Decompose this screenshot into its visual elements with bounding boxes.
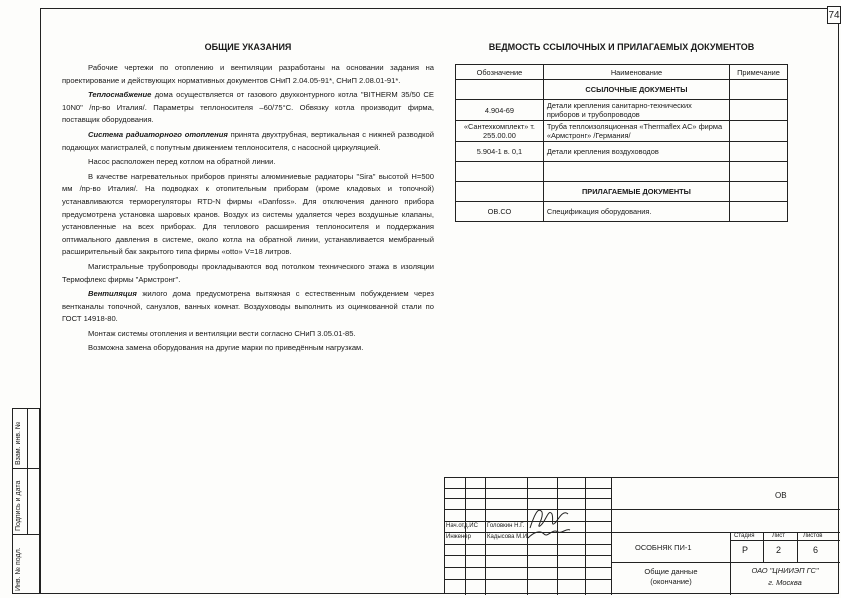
doc-note (730, 202, 788, 222)
section-attached-heading: ПРИЛАГАЕМЫЕ ДОКУМЕНТЫ (543, 182, 729, 202)
doc-note (730, 142, 788, 162)
note-paragraph: Насос расположен перед котлом на обратной линии. (88, 157, 276, 167)
doc-name: Спецификация оборудования. (543, 202, 729, 222)
note-paragraph: Система радиаторного отопления принята двухтрубная, вертикальная с нижней разводкой подающих магистралей, с попутным движением теплоносителя, с насосной циркуляцией. (62, 129, 434, 152)
doc-note (730, 121, 788, 142)
role-head: Нач.отд.ИС (446, 523, 478, 529)
city: г. Москва (768, 578, 802, 587)
doc-code: ОВ.СО (456, 202, 544, 222)
table-header-row (456, 65, 788, 80)
doc-code: 4.904-69 (456, 100, 544, 121)
doc-name: Детали крепления воздуховодов (543, 142, 729, 162)
sheet-title: Общие данные (окончание) (644, 567, 698, 586)
note-paragraph: Теплоснабжение дома осуществляется от газового двухконтурного котла "BITHERM 35/50 CE 10N0" /пр-во Италия/. Параметры теплоносителя –60/75°С. Обвязку котла производит фирма, поставщик оборудования. (62, 90, 434, 125)
table-row (456, 121, 788, 142)
stage-value: Р (742, 545, 749, 555)
drawing-code: ОВ (775, 491, 787, 500)
documents-list-title: ВЕДМОСТЬ ССЫЛОЧНЫХ И ПРИЛАГАЕМЫХ ДОКУМЕНТОВ (488, 42, 755, 52)
table-row (456, 80, 788, 100)
note-paragraph: Рабочие чертежи по отоплению и вентиляции разработаны на основании задания на проектирование и действующих нормативных документов СНиП 2.04.05-91*, СНиП 2.08.01-91*. (62, 63, 434, 85)
table-row (456, 100, 788, 121)
doc-code: 5.904-1 в. 0,1 (456, 142, 544, 162)
column-header: Обозначение (456, 65, 544, 80)
note-paragraph: В качестве нагревательных приборов приняты алюминиевые радиаторы "Sira" высотой Н=500 мм /пр-во Италия/. На подводках к отопительным приборам (кроме кладовых и топочной) устанавливаются терморегуляторы RTD-N фирмы «Danfoss». Для отключения данного прибора предусмотрена установка шаровых кранов. Воздух из системы удаляется через воздушные клапаны, установленные на всех приборах. Для теплового расширения теплоносителя и поддержания оптимального давления в системе, около котла на обратной линии, устанавливается мембранный расширительный бак закрытого типа фирмы «otto» V=18 литров. (62, 171, 434, 257)
doc-code: «Сантехкомплект» т. 255.00.00 (456, 121, 544, 142)
sheet-label: Лист (772, 533, 786, 539)
note-paragraph: Возможна замена оборудования на другие марки по приведённым нагрузкам. (88, 343, 364, 353)
doc-note (730, 100, 788, 121)
section-reference-heading: ССЫЛОЧНЫЕ ДОКУМЕНТЫ (543, 80, 729, 100)
note-paragraph: Вентиляция жилого дома предусмотрена вытяжная с естественным побуждением через вентканалы топочной, санузлов, ванных комнат. Воздуховоды выполнить из оцинкованной стали по ГОСТ 14918-80. (62, 289, 434, 324)
table-row (456, 162, 788, 182)
doc-name: Труба теплоизоляционная «Thermaflex AC» фирма «Армстронг» /Германия/ (543, 121, 729, 142)
name-head: Головкин Н.Г. (487, 523, 525, 529)
sheets-label: Листов (803, 533, 823, 539)
table-row (456, 202, 788, 222)
role-engineer: Инженер (446, 534, 471, 540)
side-label-replace: Взам. инв. № (15, 421, 22, 465)
note-paragraph: Магистральные трубопроводы прокладываются вод потолком технического этажа в изоляции Термофлекс фирмы "Армстронг". (62, 261, 434, 284)
page-number: 74 (827, 6, 841, 24)
object-name: ОСОБНЯК ПИ-1 (635, 543, 692, 552)
name-engineer: Кадысова М.И. (487, 534, 529, 540)
sheets-value: 6 (813, 545, 819, 555)
general-notes-title: ОБЩИЕ УКАЗАНИЯ (204, 42, 292, 52)
table-row (456, 182, 788, 202)
side-label-inventory: Инв. № подл. (15, 547, 22, 591)
doc-name: Детали крепления санитарно-технических приборов и трубопроводов (543, 100, 729, 121)
documents-table (455, 64, 788, 222)
signature-mark (524, 498, 574, 542)
table-row (456, 142, 788, 162)
organization: ОАО "ЦНИИЭП ГС" (751, 566, 819, 575)
side-label-signature: Подпись и дата (15, 480, 22, 531)
column-header: Примечание (730, 65, 788, 80)
sheet-value: 2 (776, 545, 782, 555)
stage-label: Стадия (734, 533, 755, 539)
title-block (444, 477, 839, 594)
side-strip (12, 408, 40, 594)
note-paragraph: Монтаж системы отопления и вентиляции вести согласно СНиП 3.05.01-85. (88, 328, 356, 338)
general-notes-body (62, 62, 434, 357)
column-header: Наименование (543, 65, 729, 80)
